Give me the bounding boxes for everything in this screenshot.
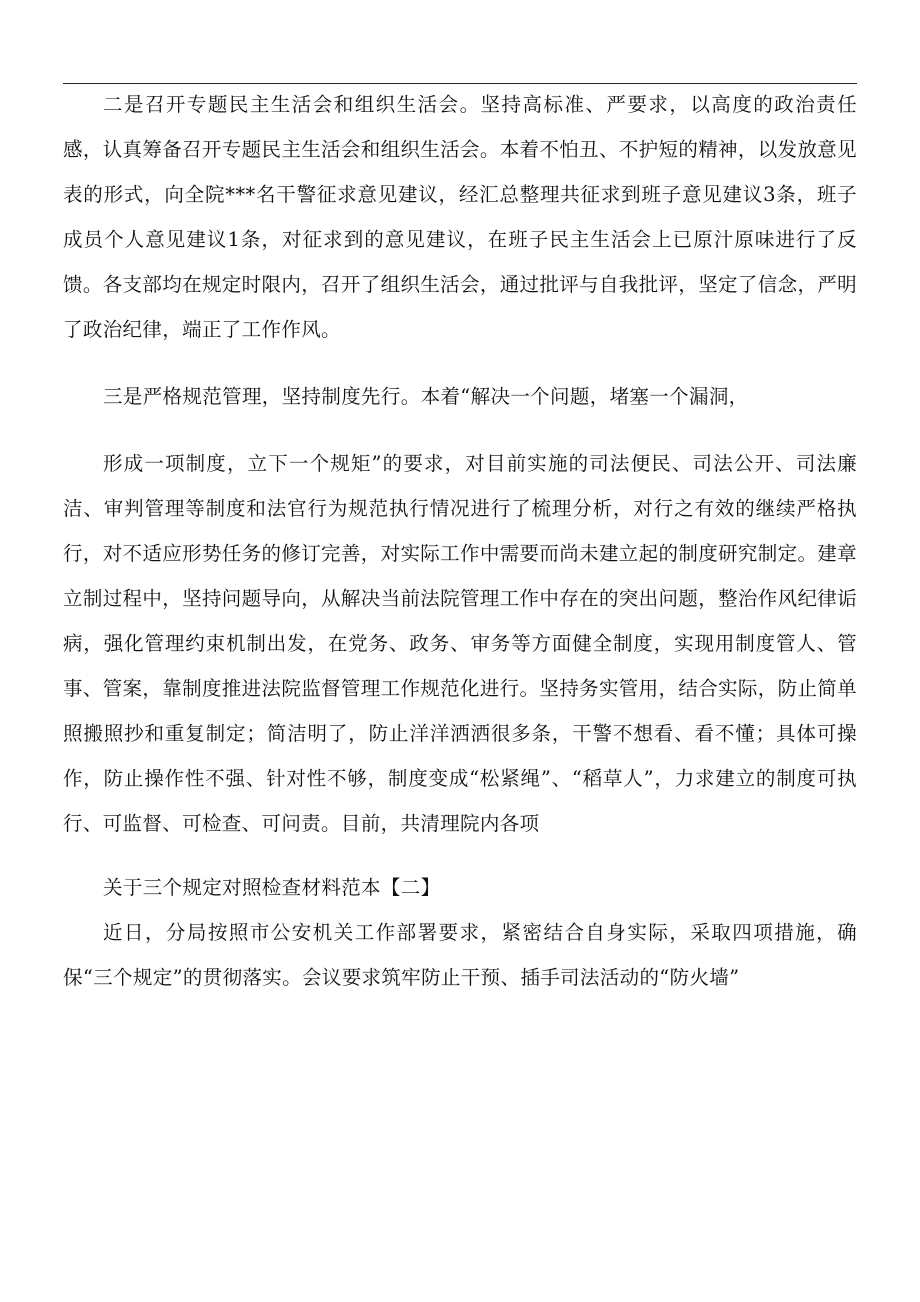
paragraph-standardized-management: 三是严格规范管理，坚持制度先行。本着“解决一个问题，堵塞一个漏洞， [103, 385, 749, 408]
paragraph-rules-system: 形成一项制度，立下一个规矩”的要求，对目前实施的司法便民、司法公开、司法廉洁、审判管理等制度和法官行为规范执行情况进行了梳理分析，对行之有效的继续严格执行，对不适应形势任务的修订完善，对实际工作中需要而尚未建立起的制度研究制定。建章立制过程中，坚持问题导向，从解决当前法院管理工作中存在的突出问题，整治作风纪律诟病，强化管理约束机制出发，在党务、政务、审务等方面健全制度，实现用制度管人、管事、管案，靠制度推进法院监督管理工作规范化进行。坚持务实管用，结合实际，防止简单照搬照抄和重复制定；简洁明了，防止洋洋洒洒很多条，干警不想看、看不懂；具体可操作，防止操作性不强、针对性不够，制度变成“松紧绳”、“稻草人”，力求建立的制度可执行、可监督、可检查、可问责。目前，共清理院内各项 [63, 452, 858, 835]
paragraph-branch-measures: 近日，分局按照市公安机关工作部署要求，紧密结合自身实际，采取四项措施，确保“三个规定”的贯彻落实。会议要求筑牢防止干预、插手司法活动的“防火墙” [63, 921, 857, 989]
document-body [63, 82, 857, 1000]
section-title: 关于三个规定对照检查材料范本【二】 [103, 876, 441, 899]
paragraph-democratic-life-meeting: 二是召开专题民主生活会和组织生活会。坚持高标准、严要求，以高度的政治责任感，认真筹备召开专题民主生活会和组织生活会。本着不怕丑、不护短的精神，以发放意见表的形式，向全院***名干警征求意见建议，经汇总整理共征求到班子意见建议3条，班子成员个人意见建议1条，对征求到的意见建议，在班子民主生活会上已原汁原味进行了反馈。各支部均在规定时限内，召开了组织生活会，通过批评与自我批评，坚定了信念，严明了政治纪律，端正了工作作风。 [63, 93, 858, 341]
